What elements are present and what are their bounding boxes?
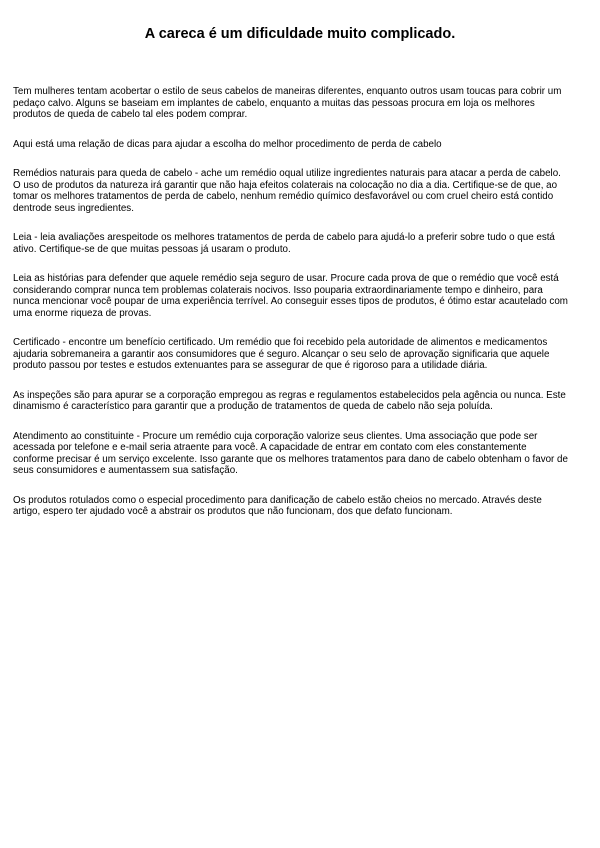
paragraph-read-reviews: Leia - leia avaliações arespeitode os melhores tratamentos de perda de cabelo para ajudá-lo a preferir sobre tudo o que está ativo. Certifique-se de que muitas pessoas já usaram o produto. xyxy=(13,232,555,255)
document-title: A careca é um dificuldade muito complicado. xyxy=(144,26,456,42)
paragraph-read-stories: Leia as histórias para defender que aquele remédio seja seguro de usar. Procure cada prova de que o remédio que você está considerando comprar nunca tem problemas colaterais nocivos. Isso pouparia extraordinariamente tempo e dinheiro, para nunca mencionar você poupar de uma experiência terrível. Ao conseguir esses tipos de produtos, é ótimo estar acautelado com uma enorme riqueza de provas. xyxy=(13,273,568,319)
paragraph-tips-intro: Aqui está uma relação de dicas para ajudar a escolha do melhor procedimento de perda de cabelo xyxy=(13,138,442,150)
paragraph-customer-service: Atendimento ao constituinte - Procure um remédio cuja corporação valorize seus clientes. Uma associação que pode ser acessada por telefone e e-mail seria atraente para você. A capacidade de entrar em contato com eles constantemente conforme precisar é um serviço excelente. Isso garante que os melhores tratamentos para dano de cabelo obtenham o favor de seus consumidores e aumentassem sua satisfação. xyxy=(13,430,568,476)
paragraph-intro: Tem mulheres tentam acobertar o estilo de seus cabelos de maneiras diferentes, enquanto outros usam toucas para cobrir um pedaço calvo. Alguns se baseiam em implantes de cabelo, enquanto a muitas das pessoas procura em loja os melhores produtos de queda de cabelo tal eles podem comprar. xyxy=(13,86,562,120)
paragraph-natural-remedies: Remédios naturais para queda de cabelo - ache um remédio oqual utilize ingredientes naturais para atacar a perda de cabelo. O uso de produtos da natureza irá garantir que não haja efeitos colaterais na colocação no dia a dia. Certifique-se de que, ao tomar os melhores tratamentos de perda de cabelo, nenhum remédio químico desfavorável ou com cruel cheiro está contido dentrode seus ingredientes. xyxy=(13,168,561,214)
paragraph-conclusion: Os produtos rotulados como o especial procedimento para danificação de cabelo estão cheios no mercado. Através deste artigo, espero ter ajudado você a abstrair os produtos que não funcionam, dos que defato funcionam. xyxy=(13,494,542,517)
document-body xyxy=(13,86,590,536)
paragraph-certified: Certificado - encontre um benefício certificado. Um remédio que foi recebido pela autoridade de alimentos e medicamentos ajudaria sobremaneira a garantir aos consumidores que é seguro. Alcançar o seu selo de aprovação significaria que aquele produto passou por testes e estudos extenuantes para se assegurar de que é rigoroso para a utilidade diária. xyxy=(13,337,550,371)
paragraph-inspections: As inspeções são para apurar se a corporação empregou as regras e regulamentos estabelecidos pela agência ou nunca. Este dinamismo é característico para garantir que a produção de tratamentos de queda de cabelo não seja poluída. xyxy=(13,389,566,412)
